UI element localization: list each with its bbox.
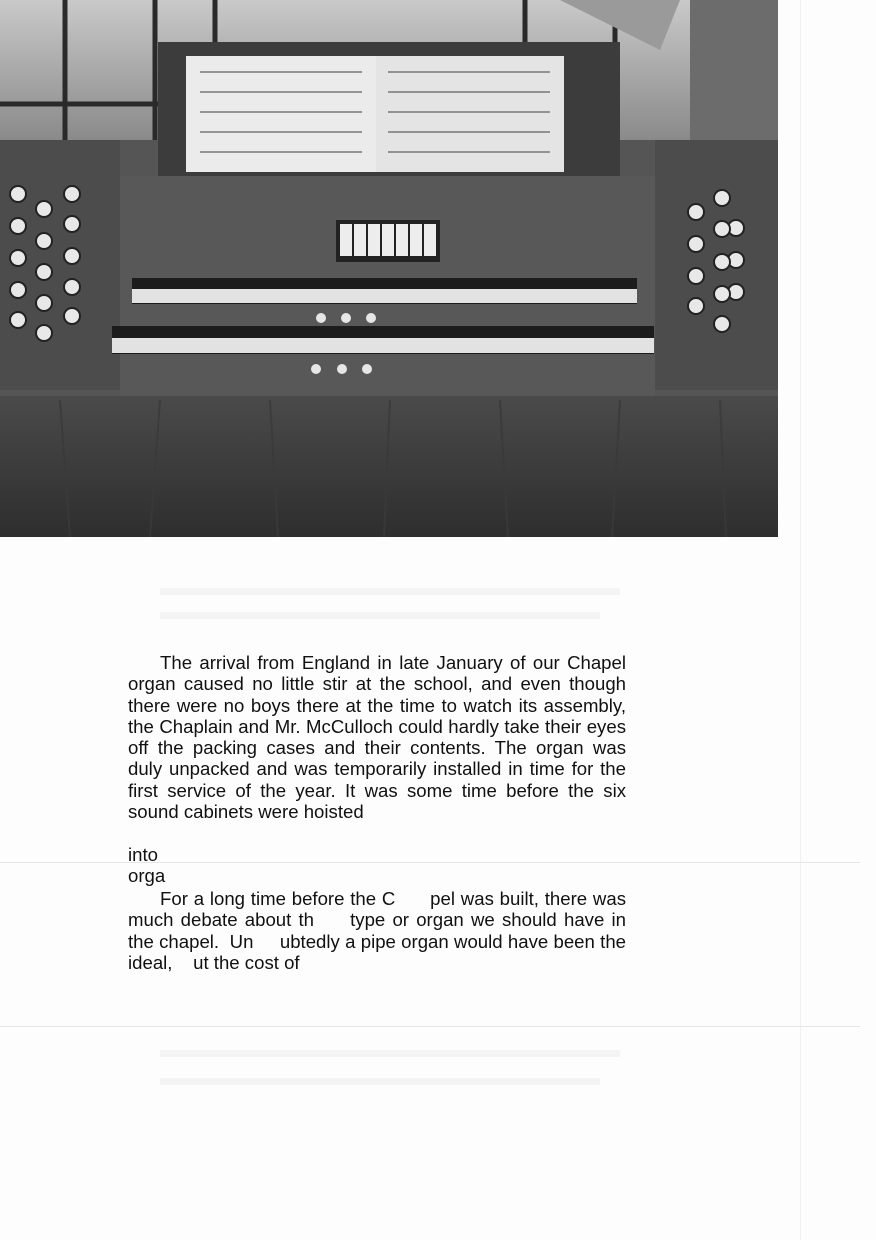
article-line-orga: orga	[128, 865, 166, 886]
show-through-text	[160, 1078, 600, 1085]
page-edge-shadow	[800, 0, 801, 1240]
show-through-text	[160, 588, 620, 595]
article-paragraph-2: For a long time before the C pel was built, there was much debate about th type or organ we should have in the chapel. Un ubtedly a pipe organ would have been the ideal, ut the cost of	[128, 888, 632, 973]
organ-photo	[0, 0, 778, 537]
article-paragraph-2-block	[128, 888, 632, 973]
article-line-into: into	[128, 844, 158, 865]
paper-fold-line	[0, 1026, 860, 1027]
article-paragraph-1-block	[128, 652, 626, 822]
show-through-text	[160, 1050, 620, 1057]
show-through-text	[160, 612, 600, 619]
article-paragraph-1: The arrival from England in late January of our Chapel organ caused no little stir at the school, and even though there were no boys there at the time to watch its assembly, the Chaplain and Mr. McCulloch could hardly take their eyes off the packing cases and their contents. The organ was duly unpacked and was temporarily installed in time for the first service of the year. It was some time before the six sound cabinets were hoisted	[128, 652, 626, 823]
